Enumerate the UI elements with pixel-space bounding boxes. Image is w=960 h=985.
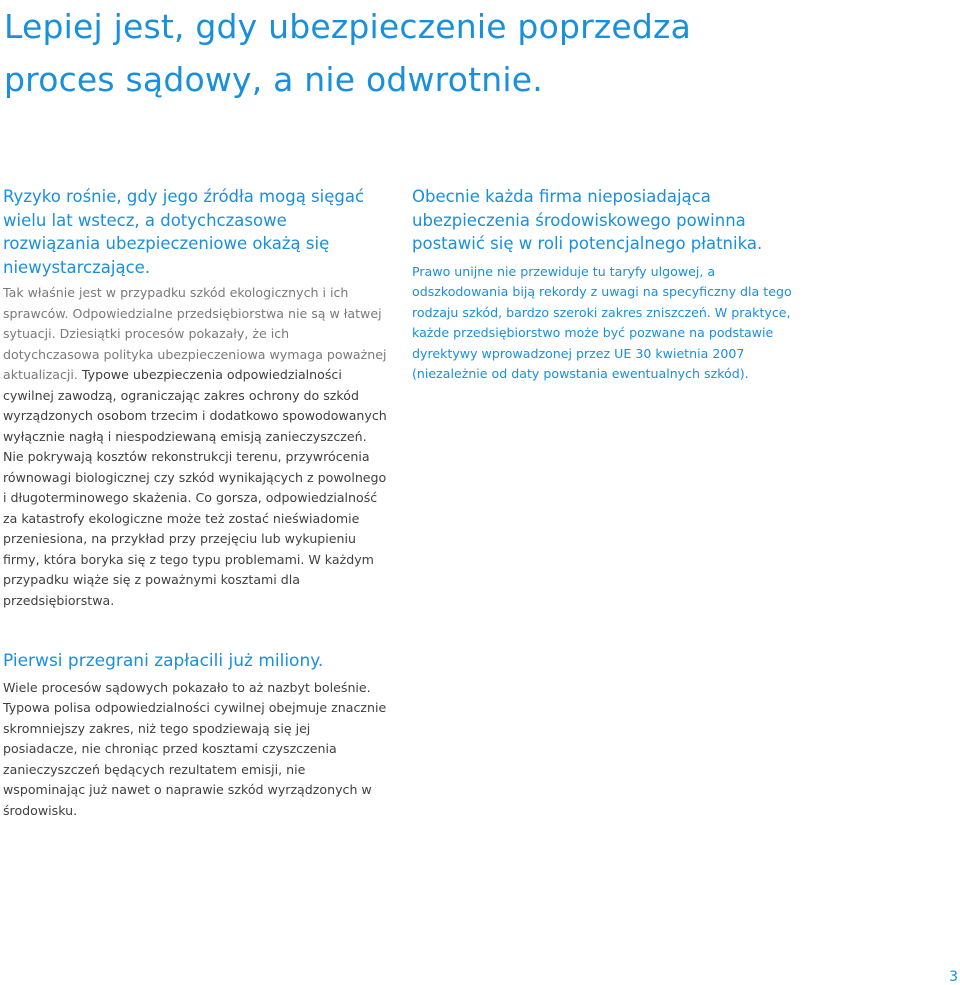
left-intro-text: Tak właśnie jest w przypadku szkód ekologicznych i ich sprawców. Odpowiedzialne przedsiębiorstwa nie są w łatwej sytuacji. Dziesiątki procesów pokazały, że ich dotychczasowa polityka ubezpieczeniowa wymaga poważnej aktualizacji. xyxy=(3,285,387,382)
right-body-paragraph: Prawo unijne nie przewiduje tu taryfy ulgowej, a odszkodowania biją rekordy z uwagi na specyficzny dla tego rodzaju szkód, bardzo szeroki zakres zniszczeń. W praktyce, każde przedsiębiorstwo może być pozwane na podstawie dyrektywy wprowadzonej przez UE 30 kwietnia 2007 (niezależnie od daty powstania ewentualnych szkód). xyxy=(412,263,792,381)
losses-body-paragraph xyxy=(3,678,388,822)
page-number: 3 xyxy=(949,969,958,985)
losses-section xyxy=(3,650,388,821)
page-headline: Lepiej jest, gdy ubezpieczenie poprzedza proces sądowy, a nie odwrotnie. xyxy=(4,7,691,99)
right-lead-paragraph: Obecnie każda firma nieposiadająca ubezpieczenia środowiskowego powinna postawić się w roli potencjalnego płatnika. xyxy=(412,187,763,253)
losses-heading: Pierwsi przegrani zapłacili już miliony. xyxy=(3,651,324,671)
losses-body-text: Typowa polisa odpowiedzialności cywilnej obejmuje znacznie skromniejszy zakres, niż tego spodziewają się jej posiadacze, nie chroniąc przed kosztami czyszczenia zanieczyszczeń będących rezultatem emisji, nie wspominając już nawet o naprawie szkód wyrządzonych w środowisku. xyxy=(3,700,387,818)
right-column xyxy=(412,185,797,385)
left-body-text: Typowe ubezpieczenia odpowiedzialności cywilnej zawodzą, ograniczając zakres ochrony do szkód wyrządzonych osobom trzecim i dodatkowo spowodowanych wyłącznie nagłą i niespodziewaną emisją zanieczyszczeń. Nie pokrywają kosztów rekonstrukcji terenu, przywrócenia równowagi biologicznej czy szkód wynikających z powolnego i długoterminowego skażenia. Co gorsza, odpowiedzialność za katastrofy ekologiczne może też zostać nieświadomie przeniesiona, na przykład przy przejęciu lub wykupieniu firmy, która boryka się z tego typu problemami. W każdym przypadku wiąże się z poważnymi kosztami dla przedsiębiorstwa. xyxy=(3,367,387,608)
left-column xyxy=(3,185,388,611)
losses-intro-text: Wiele procesów sądowych pokazało to aż nazbyt boleśnie. xyxy=(3,679,371,695)
left-intro-paragraph xyxy=(3,283,388,611)
left-lead-paragraph: Ryzyko rośnie, gdy jego źródła mogą sięgać wielu lat wstecz, a dotychczasowe rozwiązania ubezpieczeniowe okażą się niewystarczające. xyxy=(3,187,365,277)
